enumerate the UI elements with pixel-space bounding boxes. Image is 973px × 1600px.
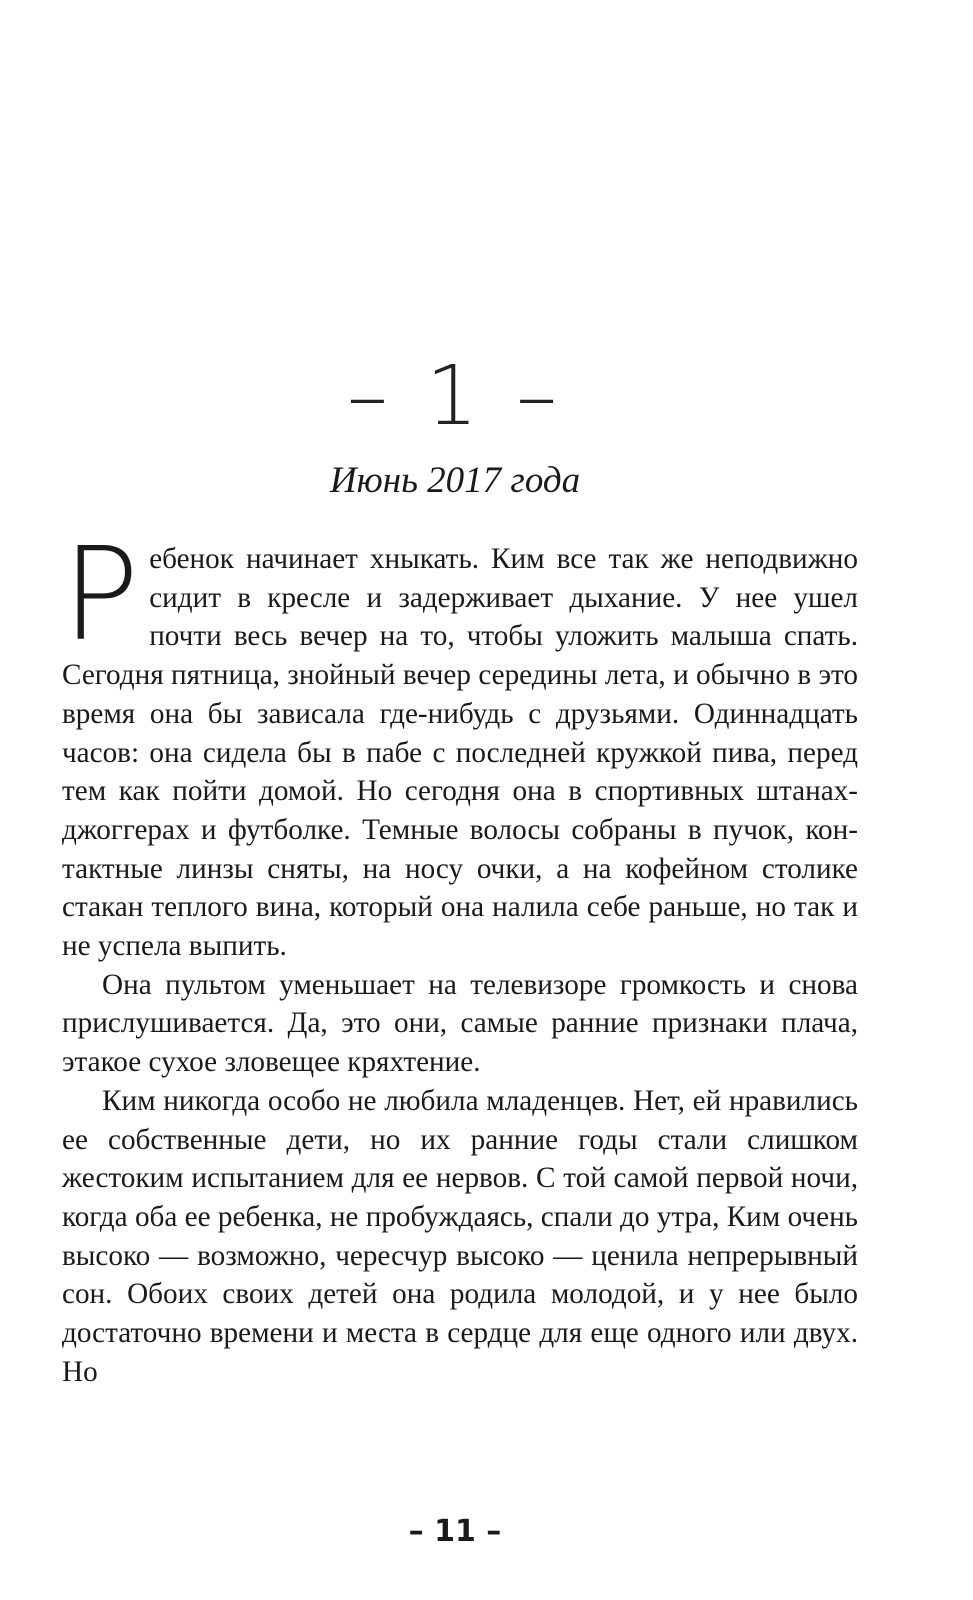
paragraph-2: Она пультом уменьшает на телевизоре громкость и снова прислушивается. Да, это они, самые ранние признаки плача, этакое сухое зловещее кряхтение. xyxy=(62,968,858,1079)
paragraph-3: Ким никогда особо не любила младенцев. Нет, ей нравились ее собственные дети, но их ранние годы стали слишком жестоким испытанием для ее нервов. С той самой первой ночи, когда оба ее ребенка, не пробуждаясь, спали до утра, Ким очень высоко — возможно, чересчур высоко — ценила непрерывный сон. Обоих своих детей она родила молодой, и у нее было достаточно времени и места в сердце для еще одного или двух. Но xyxy=(62,1084,858,1388)
chapter-number: – 1 – xyxy=(346,349,564,444)
chapter-date: Июнь 2017 года xyxy=(329,460,581,501)
body-text xyxy=(62,521,858,1391)
paragraph-1-text: ебенок начинает хныкать. Ким все так же неподвижно сидит в кресле и задерживает дыхание. У нее ушел почти весь вечер на то, чтобы уложить малыша спать. Сегодня пятница, знойный вечер середины лета, и обычно в это время она бы зависала где-нибудь с друзьями. Одиннадцать часов: она сидела бы в пабе с последней кружкой пива, перед тем как пойти домой. Но сегодня она в спортивных штанах-джоггерах и футболке. Темные волосы собраны в пучок, контактные линзы сняты, на носу очки, а на кофейном столике стакан теплого вина, который она налила себе раньше, но так и не успела выпить. xyxy=(62,543,858,963)
page-number: – 11 – xyxy=(408,1514,502,1549)
drop-cap: Р xyxy=(62,521,140,670)
paragraph-1 xyxy=(62,521,858,966)
